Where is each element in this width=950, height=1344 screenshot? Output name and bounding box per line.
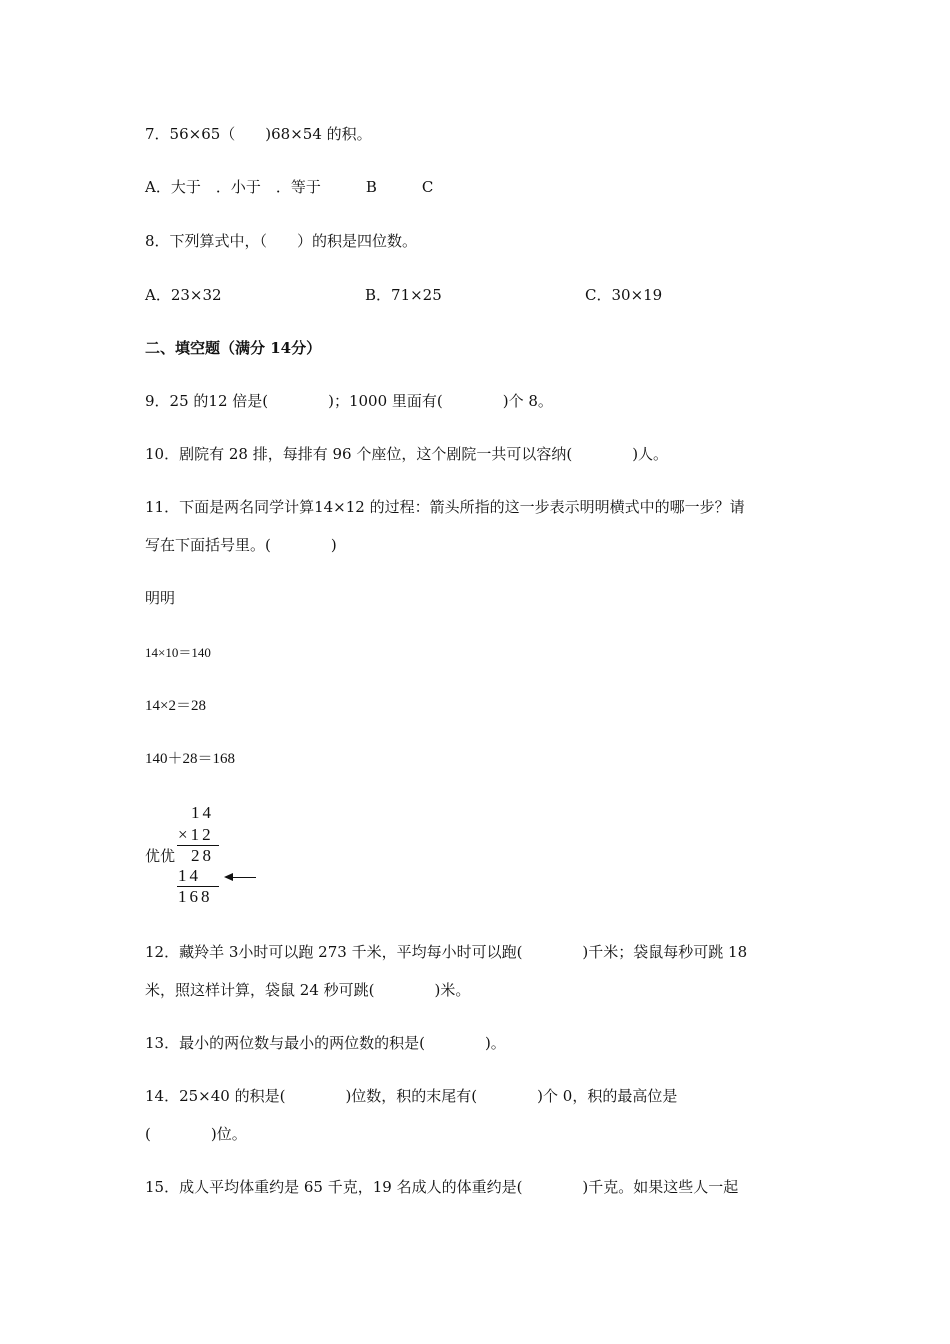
q14-line1: 14．25×40 的积是( )位数，积的末尾有( )个 0，积的最高位是 — [145, 1087, 678, 1105]
vertical-row3: 28 — [191, 846, 214, 865]
q15: 15．成人平均体重约是 65 千克，19 名成人的体重约是( )千克。如果这些人一起 — [145, 1178, 739, 1196]
vertical-row4: 14 — [178, 866, 201, 885]
q7-options: A．大于 ．小于 ．等于 B C — [145, 178, 434, 196]
q9: 9．25 的12 倍是( )；1000 里面有( )个 8。 — [145, 392, 553, 410]
vertical-row2: ×12 — [178, 825, 214, 844]
section-title: 二、填空题（满分 14分） — [145, 339, 322, 357]
q12-line1: 12．藏羚羊 3小时可以跑 273 千米，平均每小时可以跑( )千米；袋鼠每秒可跳 18 — [145, 943, 748, 961]
mingming-label: 明明 — [145, 589, 176, 607]
q14-line2: ( )位。 — [145, 1125, 247, 1143]
q8-option-a: A．23×32 — [145, 286, 222, 304]
q13: 13．最小的两位数与最小的两位数的积是( )。 — [145, 1034, 506, 1052]
q7-stem: 7．56×65（ )68×54 的积。 — [145, 125, 372, 143]
q10: 10．剧院有 28 排，每排有 96 个座位，这个剧院一共可以容纳( )人。 — [145, 445, 669, 463]
q8-option-b: B．71×25 — [365, 286, 442, 304]
arrow-left-icon — [224, 873, 233, 881]
q11-line2: 写在下面括号里。( ) — [145, 536, 337, 554]
q11-line1: 11．下面是两名同学计算14×12 的过程：箭头所指的这一步表示明明横式中的哪一步？请 — [145, 498, 745, 516]
q8-stem: 8．下列算式中，（ ）的积是四位数。 — [145, 232, 418, 250]
vertical-row5: 168 — [178, 887, 213, 906]
q8-option-c: C．30×19 — [585, 286, 663, 304]
mingming-eq3: 140＋28＝168 — [145, 751, 236, 767]
youyou-label: 优优 — [145, 847, 176, 865]
mingming-eq1: 14×10＝140 — [145, 645, 211, 660]
mingming-eq2: 14×2＝28 — [145, 698, 206, 714]
vertical-row1: 14 — [191, 803, 214, 822]
q12-line2: 米，照这样计算，袋鼠 24 秒可跳( )米。 — [145, 981, 471, 999]
